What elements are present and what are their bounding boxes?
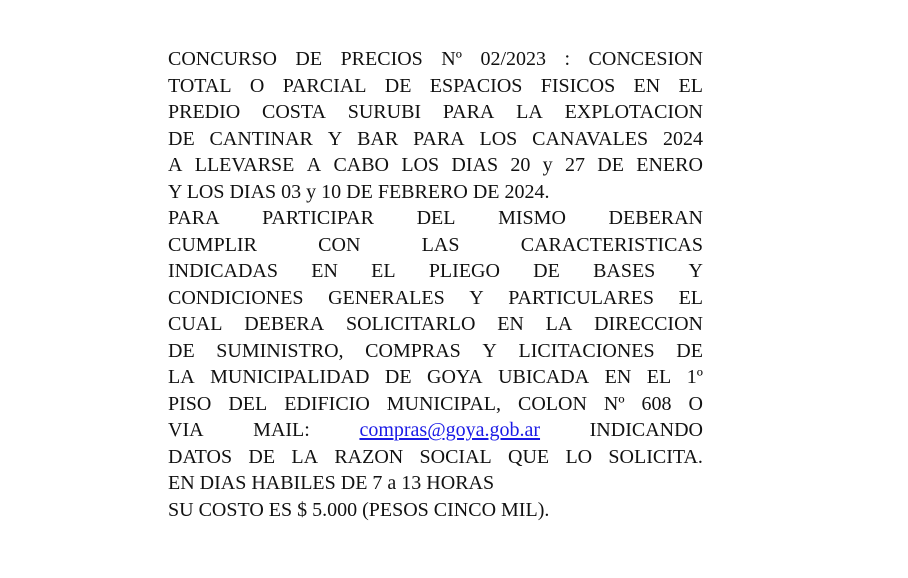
word: LA xyxy=(291,445,319,468)
word: CARACTERISTICAS xyxy=(520,233,703,256)
word: MUNICIPAL, xyxy=(386,392,502,415)
word: PLIEGO xyxy=(428,260,500,282)
word: DE xyxy=(384,366,412,388)
word: CANTINAR xyxy=(209,127,313,150)
word: CABO xyxy=(333,154,390,176)
word: EL xyxy=(371,260,396,282)
word: EL xyxy=(646,366,672,388)
word: LA xyxy=(545,313,573,335)
word: 02/2023 xyxy=(480,48,546,70)
word: 27 xyxy=(564,154,585,176)
mail-line-word: VIA xyxy=(168,419,204,441)
word: DE xyxy=(168,339,195,362)
word: EN xyxy=(633,74,661,97)
word: DEL xyxy=(416,207,456,229)
word: DE xyxy=(597,154,624,176)
paragraph-concurso xyxy=(168,46,703,179)
word: EL xyxy=(678,74,703,97)
word: PARTICULARES xyxy=(508,286,655,309)
word: PARCIAL xyxy=(282,74,367,97)
word: FISICOS xyxy=(540,74,616,97)
paragraph-participar-line xyxy=(168,364,703,391)
word: TOTAL xyxy=(168,74,232,97)
word: SOCIAL xyxy=(419,445,492,468)
word: LO xyxy=(565,445,593,468)
word: O xyxy=(688,392,703,415)
paragraph-concurso-line xyxy=(168,73,703,100)
word: LA xyxy=(516,101,543,123)
word: BASES xyxy=(593,260,656,282)
paragraph-participar-line xyxy=(168,391,703,418)
word: 608 xyxy=(641,392,672,415)
word: 20 xyxy=(510,154,531,176)
word: Y xyxy=(482,339,497,362)
word: PRECIOS xyxy=(340,48,423,70)
mail-line xyxy=(168,417,703,444)
email-link[interactable]: compras@goya.gob.ar xyxy=(359,419,541,441)
word: O xyxy=(249,74,265,97)
word: PARA xyxy=(442,101,495,123)
word: DEBERA xyxy=(244,313,325,335)
datos-line xyxy=(168,444,703,471)
paragraph-participar-line xyxy=(168,311,703,338)
word: A xyxy=(306,154,322,176)
word: EDIFICIO xyxy=(284,392,370,415)
word: DIRECCION xyxy=(594,313,703,335)
word: DATOS xyxy=(168,445,233,468)
word: DE xyxy=(168,127,195,150)
word: CON xyxy=(318,233,361,256)
paragraph-participar xyxy=(168,205,703,417)
word: DE xyxy=(248,445,276,468)
paragraph-participar-line xyxy=(168,232,703,259)
word: CONCESION xyxy=(588,48,703,70)
word: A xyxy=(168,154,183,176)
word: DE xyxy=(384,74,412,97)
word: QUE xyxy=(508,445,550,468)
word: UBICADA xyxy=(498,366,590,388)
word: SURUBI xyxy=(347,101,422,123)
costo-line: SU COSTO ES $ 5.000 (PESOS CINCO MIL). xyxy=(168,498,550,521)
word: DEBERAN xyxy=(608,207,703,229)
paragraph-participar-line xyxy=(168,205,703,232)
word: EXPLOTACION xyxy=(564,101,703,123)
word: DE xyxy=(676,339,703,362)
word: GENERALES xyxy=(328,286,445,309)
word: LLEVARSE xyxy=(194,154,295,176)
word: COMPRAS xyxy=(365,339,461,362)
word: CUAL xyxy=(168,313,223,335)
word: LOS xyxy=(479,127,518,150)
word: CANAVALES xyxy=(532,127,649,150)
word: PREDIO xyxy=(168,101,241,123)
word: COSTA xyxy=(262,101,326,123)
paragraph-concurso-last-line: Y LOS DIAS 03 y 10 DE FEBRERO DE 2024. xyxy=(168,180,550,203)
word: LICITACIONES xyxy=(518,339,655,362)
word: DE xyxy=(533,260,560,282)
word: EN xyxy=(497,313,524,335)
word: ENERO xyxy=(636,154,703,176)
word: SUMINISTRO, xyxy=(216,339,344,362)
word: COLON xyxy=(518,392,587,415)
word: LOS xyxy=(401,154,440,176)
word: DEL xyxy=(228,392,268,415)
word: PARA xyxy=(413,127,465,150)
word: Y xyxy=(327,127,343,150)
word: EN xyxy=(311,260,338,282)
word: 2024 xyxy=(663,127,703,150)
paragraph-concurso-line xyxy=(168,126,703,153)
word: Nº xyxy=(441,48,462,70)
word: Y xyxy=(688,260,703,282)
word: Nº xyxy=(603,392,625,415)
paragraph-participar-line xyxy=(168,338,703,365)
paragraph-concurso-line xyxy=(168,46,703,73)
word: CUMPLIR xyxy=(168,233,257,256)
word: BAR xyxy=(357,127,399,150)
word: GOYA xyxy=(427,366,483,388)
horario-line: EN DIAS HABILES DE 7 a 13 HORAS xyxy=(168,472,495,494)
word: LA xyxy=(168,366,195,388)
mail-line-word: INDICANDO xyxy=(589,419,703,441)
word: DE xyxy=(295,48,323,70)
mail-line-word: MAIL: xyxy=(253,419,310,441)
paragraph-concurso-line xyxy=(168,152,703,179)
word: MUNICIPALIDAD xyxy=(210,366,370,388)
word: CONDICIONES xyxy=(168,286,304,309)
word: RAZON xyxy=(334,445,404,468)
word: 1º xyxy=(686,366,703,388)
word: ESPACIOS xyxy=(429,74,523,97)
word: y xyxy=(542,154,553,176)
word: DIAS xyxy=(451,154,499,176)
word: INDICADAS xyxy=(168,260,278,282)
word: MISMO xyxy=(498,207,566,229)
word: PISO xyxy=(168,392,212,415)
word: : xyxy=(564,48,571,70)
paragraph-participar-line xyxy=(168,258,703,285)
word: EN xyxy=(604,366,632,388)
paragraph-concurso-line xyxy=(168,99,703,126)
word: CONCURSO xyxy=(168,48,277,70)
word: SOLICITA. xyxy=(608,445,703,468)
word: LAS xyxy=(421,233,460,256)
word: EL xyxy=(678,286,703,309)
document-body xyxy=(168,46,703,523)
word: SOLICITARLO xyxy=(345,313,476,335)
word: PARTICIPAR xyxy=(262,207,374,229)
word: PARA xyxy=(168,207,220,229)
paragraph-participar-line xyxy=(168,285,703,312)
word: Y xyxy=(469,286,484,309)
